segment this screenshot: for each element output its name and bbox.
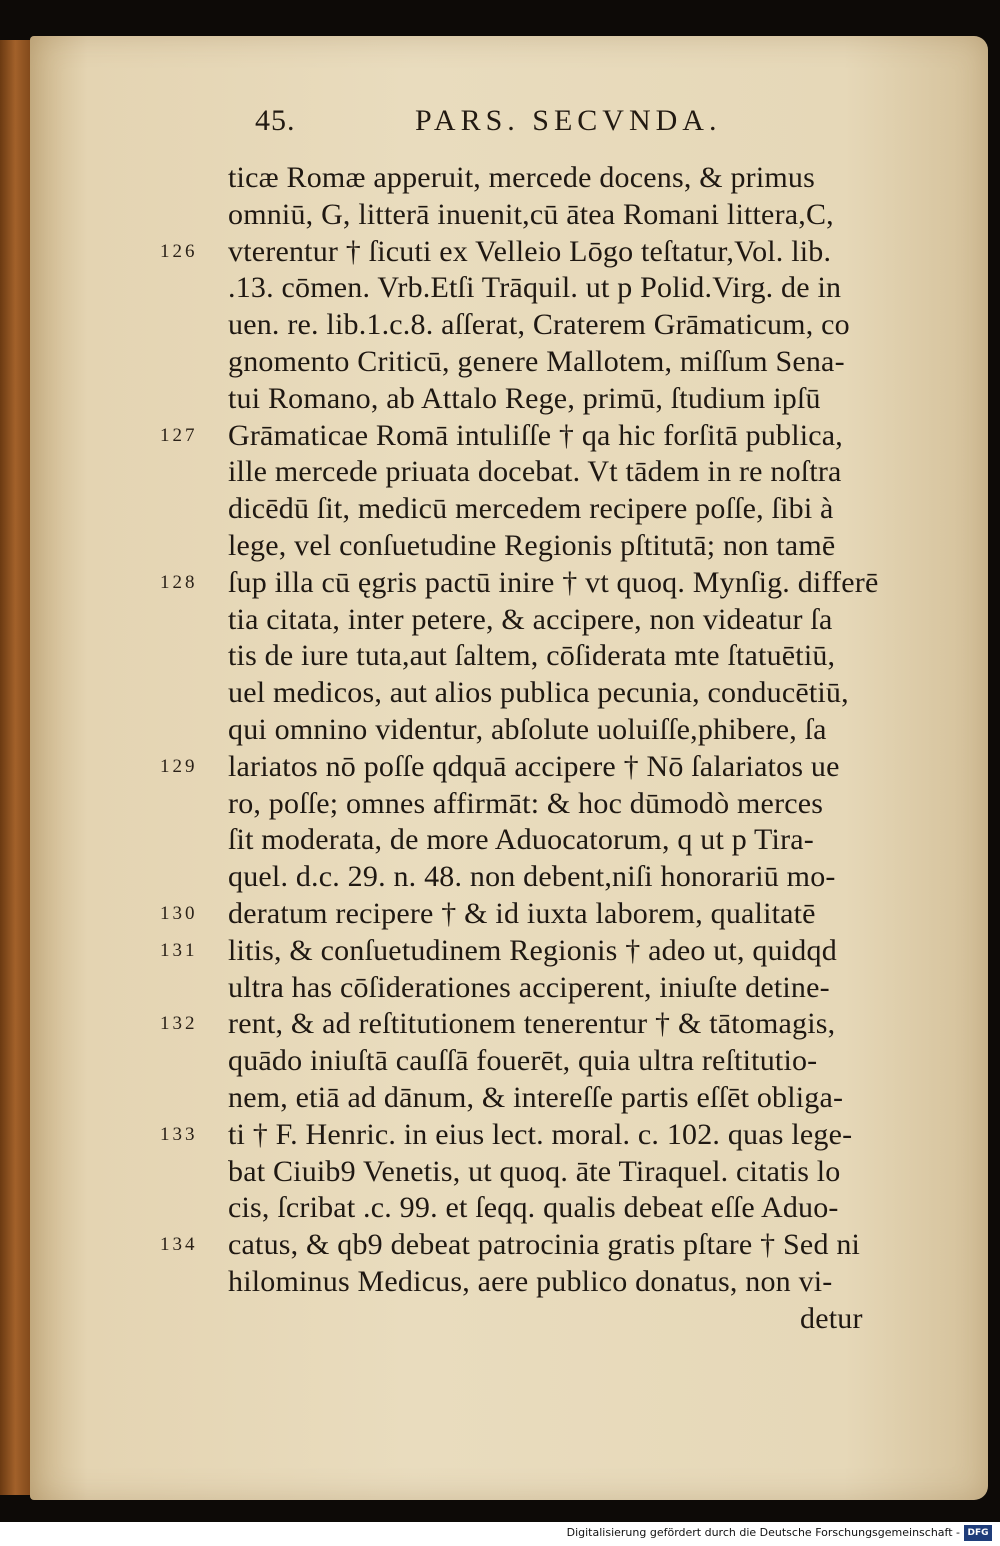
body-text [160, 160, 960, 1338]
text-line [160, 160, 960, 197]
line-text: rent, & ad reſtitutionem tenerentur † & tātomagis, [228, 1007, 836, 1041]
catchword-line [160, 1301, 960, 1338]
text-line [160, 822, 960, 859]
margin-number: 134 [160, 1234, 198, 1256]
margin-number: 132 [160, 1013, 198, 1035]
line-text: dicēdū ſit, medicū mercedem recipere poſſe, ſibi à [228, 492, 834, 526]
text-line [160, 528, 960, 565]
line-text: uel medicos, aut alios publica pecunia, conducētiū, [228, 676, 849, 710]
footer-bar [0, 1522, 1000, 1546]
line-text: deratum recipere † & id iuxta laborem, qualitatē [228, 896, 816, 930]
text-line [160, 491, 960, 528]
margin-number: 129 [160, 755, 198, 777]
text-line [160, 1043, 960, 1080]
line-text: ſit moderata, de more Aduocatorum, q ut p Tira- [228, 823, 814, 857]
text-line [160, 1227, 960, 1264]
line-text: vterentur † ſicuti ex Velleio Lōgo teſtatur,Vol. lib. [228, 234, 832, 268]
line-text: tis de iure tuta,aut ſaltem, cōſiderata mte ſtatuētiū, [228, 639, 836, 673]
dfg-logo: DFG [964, 1525, 992, 1541]
line-text: litis, & conſuetudinem Regionis † adeo ut, quidqd [228, 933, 837, 967]
line-text: qui omnino videntur, abſolute uoluiſſe,phibere, ſa [228, 712, 827, 746]
text-line [160, 307, 960, 344]
line-text: ticæ Romæ apperuit, mercede docens, & primus [228, 161, 816, 194]
line-text: Grāmaticae Romā intuliſſe † qa hic forſitā publica, [228, 418, 843, 452]
text-line [160, 712, 960, 749]
text-line [160, 418, 960, 455]
line-text: ultra has cōſiderationes acciperent, iniuſte detine- [228, 970, 830, 1004]
text-line [160, 565, 960, 602]
margin-number: 128 [160, 571, 198, 593]
text-line [160, 1006, 960, 1043]
text-line [160, 381, 960, 418]
text-line [160, 1117, 960, 1154]
line-text: lege, vel conſuetudine Regionis pſtitutā; non tamē [228, 528, 836, 562]
catchword: detur [800, 1301, 863, 1335]
running-head-title: PARS. SECVNDA. [415, 104, 722, 137]
running-head [255, 104, 955, 144]
margin-number: 133 [160, 1123, 198, 1145]
text-line [160, 234, 960, 271]
line-text: ille mercede priuata docebat. Vt tādem in re noſtra [228, 455, 842, 489]
funding-credit: Digitalisierung gefördert durch die Deutsche Forschungsgemeinschaft - [566, 1526, 960, 1539]
text-line [160, 1080, 960, 1117]
text-line [160, 749, 960, 786]
text-line [160, 896, 960, 933]
line-text: omniū, G, litterā inuenit,cū ātea Romani littera,C, [228, 197, 834, 231]
line-text: catus, & qb9 debeat patrocinia gratis pſtare † Sed ni [228, 1228, 861, 1262]
margin-number: 131 [160, 939, 198, 961]
text-line [160, 344, 960, 381]
line-text: bat Ciuib9 Venetis, ut quoq. āte Tiraquel. citatis lo [228, 1154, 841, 1188]
margin-number: 127 [160, 424, 198, 446]
line-text: cis, ſcribat .c. 99. et ſeqq. qualis debeat eſſe Aduo- [228, 1191, 839, 1225]
text-line [160, 970, 960, 1007]
line-text: uen. re. lib.1.c.8. aſſerat, Craterem Grāmaticum, co [228, 308, 850, 342]
line-text: tui Romano, ab Attalo Rege, primū, ſtudium ipſū [228, 381, 821, 415]
margin-number: 126 [160, 240, 198, 262]
line-text: ro, poſſe; omnes affirmāt: & hoc dūmodò merces [228, 786, 824, 820]
text-line [160, 1154, 960, 1191]
line-text: ſup illa cū ęgris pactū inire † vt quoq. Mynſig. differē [228, 565, 879, 599]
text-line [160, 1190, 960, 1227]
text-line [160, 786, 960, 823]
text-line [160, 638, 960, 675]
text-line [160, 675, 960, 712]
text-line [160, 602, 960, 639]
page-number: 45. [255, 104, 296, 137]
line-text: hilominus Medicus, aere publico donatus, non vi- [228, 1264, 833, 1298]
line-text: quel. d.c. 29. n. 48. non debent,niſi honorariū mo- [228, 860, 836, 894]
line-text: .13. cōmen. Vrb.Etſi Trāquil. ut p Polid.Virg. de in [228, 271, 842, 305]
text-line [160, 454, 960, 491]
book-binding-edge [0, 40, 34, 1495]
text-line [160, 859, 960, 896]
line-text: lariatos nō poſſe qdquā accipere † Nō ſalariatos ue [228, 749, 840, 783]
line-text: ti † F. Henric. in eius lect. moral. c. 102. quas lege- [228, 1117, 853, 1151]
line-text: gnomento Criticū, genere Mallotem, miſſum Sena- [228, 344, 845, 378]
text-line [160, 270, 960, 307]
text-line [160, 197, 960, 234]
line-text: quādo iniuſtā cauſſā fouerēt, quia ultra reſtitutio- [228, 1044, 818, 1078]
text-line [160, 1264, 960, 1301]
margin-number: 130 [160, 902, 198, 924]
text-line [160, 933, 960, 970]
line-text: tia citata, inter petere, & accipere, non videatur ſa [228, 602, 833, 636]
line-text: nem, etiā ad dānum, & intereſſe partis eſſēt obliga- [228, 1080, 844, 1114]
